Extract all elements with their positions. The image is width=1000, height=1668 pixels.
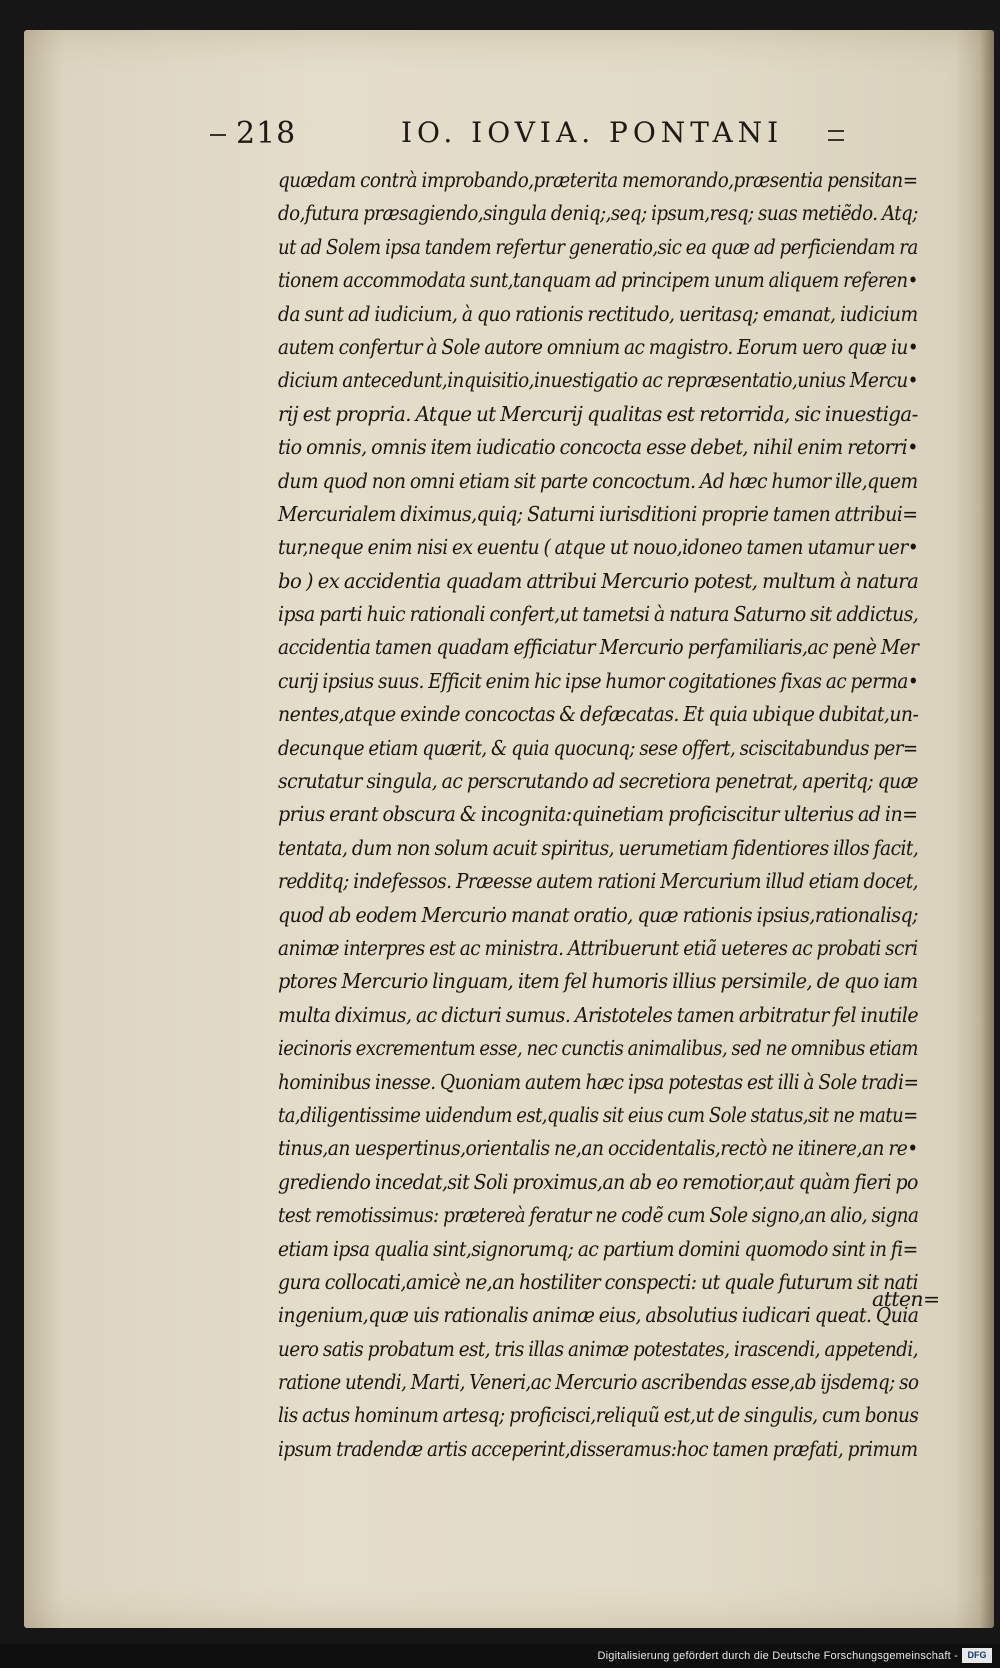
text-line: quædam contrà improbando,præterita memorando,præsentia pensitan= [278,168,918,192]
text-line: rij est propria. Atque ut Mercurij qualitas est retorrida, sic inuestiga- [278,401,918,426]
text-line: redditq; indefessos. Præesse autem rationi Mercurium illud etiam docet, [278,869,919,894]
text-line: gura collocati,amicè ne,an hostiliter conspecti: ut quale futurum sit nati [278,1269,918,1294]
text-line: multa diximus, ac dicturi sumus. Aristoteles tamen arbitratur fel inutile [278,1002,919,1027]
text-line: hominibus inesse. Quoniam autem hæc ipsa potestas est illi à Sole tradi= [278,1069,919,1094]
text-line: animæ interpres est ac ministra. Attribuerunt etiã ueteres ac probati scri [278,935,918,960]
page-number: 218 [236,116,297,151]
text-line: scrutatur singula, ac perscrutando ad secretiora penetrat, aperitq; quæ [278,769,918,794]
text-line: ptores Mercurio linguam, item fel humoris illius persimile, de quo iam [278,969,918,994]
text-line: ut ad Solem ipsa tandem refertur generatio,sic ea quæ ad perficiendam ra [278,234,918,259]
footer-credit: Digitalisierung gefördert durch die Deutsche Forschungsgemeinschaft - [597,1650,958,1662]
text-line: da sunt ad iudicium, à quo rationis rectitudo, ueritasq; emanat, iudicium [278,301,918,326]
text-line: prius erant obscura & incognita:quinetiam proficiscitur ulterius ad in= [278,802,918,827]
text-line: dum quod non omni etiam sit parte concoctum. Ad hæc humor ille,quem [278,468,918,493]
text-line: do,futura præsagiendo,singula deniq;,seq; ipsum,resq; suas metiẽdo. Atq; [278,201,918,226]
text-line: tinus,an uespertinus,orientalis ne,an occidentalis,rectò ne itinere,an re• [278,1136,918,1161]
text-line: grediendo incedat,sit Soli proximus,an ab eo remotior,aut quàm fieri po [278,1169,918,1194]
text-line: test remotissimus: prætereà feratur ne codẽ cum Sole signo,an alio, signa [278,1203,919,1228]
text-line: dicium antecedunt,inquisitio,inuestigatio ac repræsentatio,unius Mercu• [278,368,918,393]
text-line: quod ab eodem Mercurio manat oratio, quæ rationis ipsius,rationalisq; [278,902,918,927]
dfg-logo-icon: DFG [962,1648,992,1663]
text-line: lis actus hominum artesq; proficisci,reliquũ est,ut de singulis, cum bonus [278,1403,919,1428]
text-line: curij ipsius suus. Efficit enim hic ipse humor cogitationes fixas ac perma• [278,668,919,693]
text-line: uero satis probatum est, tris illas animæ potestates, irascendi, appetendi, [278,1336,919,1361]
header-dash-right [828,130,844,141]
text-line: decunque etiam quærit, & quia quocunq; sese offert, sciscitabundus per= [278,735,918,760]
text-line: tionem accommodata sunt,tanquam ad principem unum aliquem referen• [278,268,918,293]
text-line: ratione utendi, Marti, Veneri,ac Mercurio ascribendas esse,ab ijsdemq; so [278,1370,919,1395]
text-line: ingenium,quæ uis rationalis animæ eius, absolutius iudicari queat. Quia [278,1303,919,1328]
catchword: atten= [872,1287,940,1311]
text-line: bo ) ex accidentia quadam attribui Mercurio potest, multum à natura [278,568,919,593]
text-line: tio omnis, omnis item iudicatio concocta esse debet, nihil enim retorri• [278,435,918,460]
header-dash-left [210,134,226,136]
text-line: Mercurialem diximus,quiq; Saturni iurisditioni proprie tamen attribui= [278,501,918,526]
text-line: etiam ipsa qualia sint,signorumq; ac partium domini quomodo sint in fi= [278,1236,918,1261]
text-line: tur,neque enim nisi ex euentu ( atque ut nouo,idoneo tamen utamur uer• [278,535,919,560]
text-line: iecinoris excrementum esse, nec cunctis animalibus, sed ne omnibus etiam [278,1036,918,1061]
text-line: ta,diligentissime uidendum est,qualis sit eius cum Sole status,sit ne matu= [278,1102,918,1127]
text-line: autem confertur à Sole autore omnium ac magistro. Eorum uero quæ iu• [278,334,919,359]
body-text [278,164,938,1466]
text-line: tentata, dum non solum acuit spiritus, uerumetiam fidentiores illos facit, [278,835,919,860]
text-line: nentes,atque exinde concoctas & defæcatas. Et quia ubique dubitat,un- [278,702,919,727]
page-edge-shadow [980,30,994,1628]
text-line: ipsa parti huic rationali confert,ut tametsi à natura Saturno sit addictus, [278,602,919,627]
text-line: accidentia tamen quadam efficiatur Mercurio perfamiliaris,ac penè Mer [278,635,919,660]
page-header [236,116,846,156]
text-line: ipsum tradendæ artis acceperint,disseramus:hoc tamen præfati, primum [278,1436,918,1461]
running-title: IO. IOVIA. PONTANI [401,116,784,149]
